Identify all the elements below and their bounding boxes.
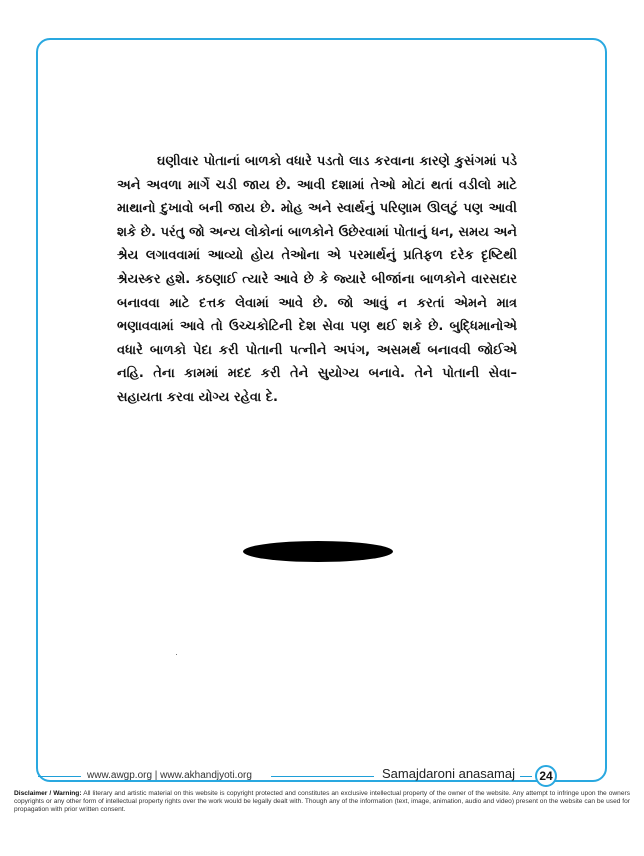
footer-website-links[interactable]: www.awgp.org | www.akhandjyoti.org (87, 770, 252, 781)
page-number-badge: 24 (535, 765, 557, 787)
disclaimer-text (14, 790, 630, 814)
footer-rule-left (38, 776, 81, 777)
footer-bar (0, 765, 644, 789)
footer-book-title: Samajdaroni anasamaj (382, 766, 515, 781)
disclaimer-label: Disclaimer / Warning: (14, 790, 82, 797)
footer-rule-middle (271, 776, 374, 777)
footer-rule-right (520, 776, 532, 777)
stray-dot (176, 654, 177, 655)
disclaimer-body: All literary and artistic material on this website is copyright protected and constitutes an exclusive intellectual property of the owner of the website. Any attempt to infringe upon the owners copyrights or any other form of intellectual property rights over the work would be legally dealt with. Though any of the information (text, image, animation, audio and video) present on the website can be used for propagation with prior written consent. (14, 790, 630, 813)
article-paragraph: ઘણીવાર પોતાનાં બાળકો વધારે પડતો લાડ કરવાના કારણે કુસંગમાં પડે અને અવળા માર્ગે ચડી જાય છે. આવી દશામાં તેઓ મોટાં થતાં વડીલો માટે માથાનો દુખાવો બની જાય છે. મોહ અને સ્વાર્થનું પરિણામ ઊલટું પણ આવી શકે છે. પરંતુ જો અન્ય લોકોનાં બાળકોને ઉછેરવામાં પોતાનું ધન, સમય અને શ્રેય લગાવવામાં આવ્યો હોય તેઓના એ પરમાર્થનું પ્રતિફળ દરેક દૃષ્ટિથી શ્રેયસ્કર હશે. કઠણાઈ ત્યારે આવે છે કે જ્યારે બીજાંના બાળકોને વારસદાર બનાવવા માટે દત્તક લેવામાં આવે છે. જો આવું ન કરતાં એમને માત્ર ભણાવવામાં આવે તો ઉચ્ચકોટિની દેશ સેવા પણ થઈ શકે છે. બુદ્ધિમાનોએ વધારે બાળકો પેદા કરી પોતાની પત્નીને અપંગ, અસમર્થ બનાવવી જોઈએ નહિ. તેના કામમાં મદદ કરી તેને સુયોગ્ય બનાવે. તેને પોતાની સેવા– સહાયતા કરવા યોગ્ય રહેવા દે. (117, 154, 517, 405)
decorative-oval-divider (243, 541, 393, 562)
